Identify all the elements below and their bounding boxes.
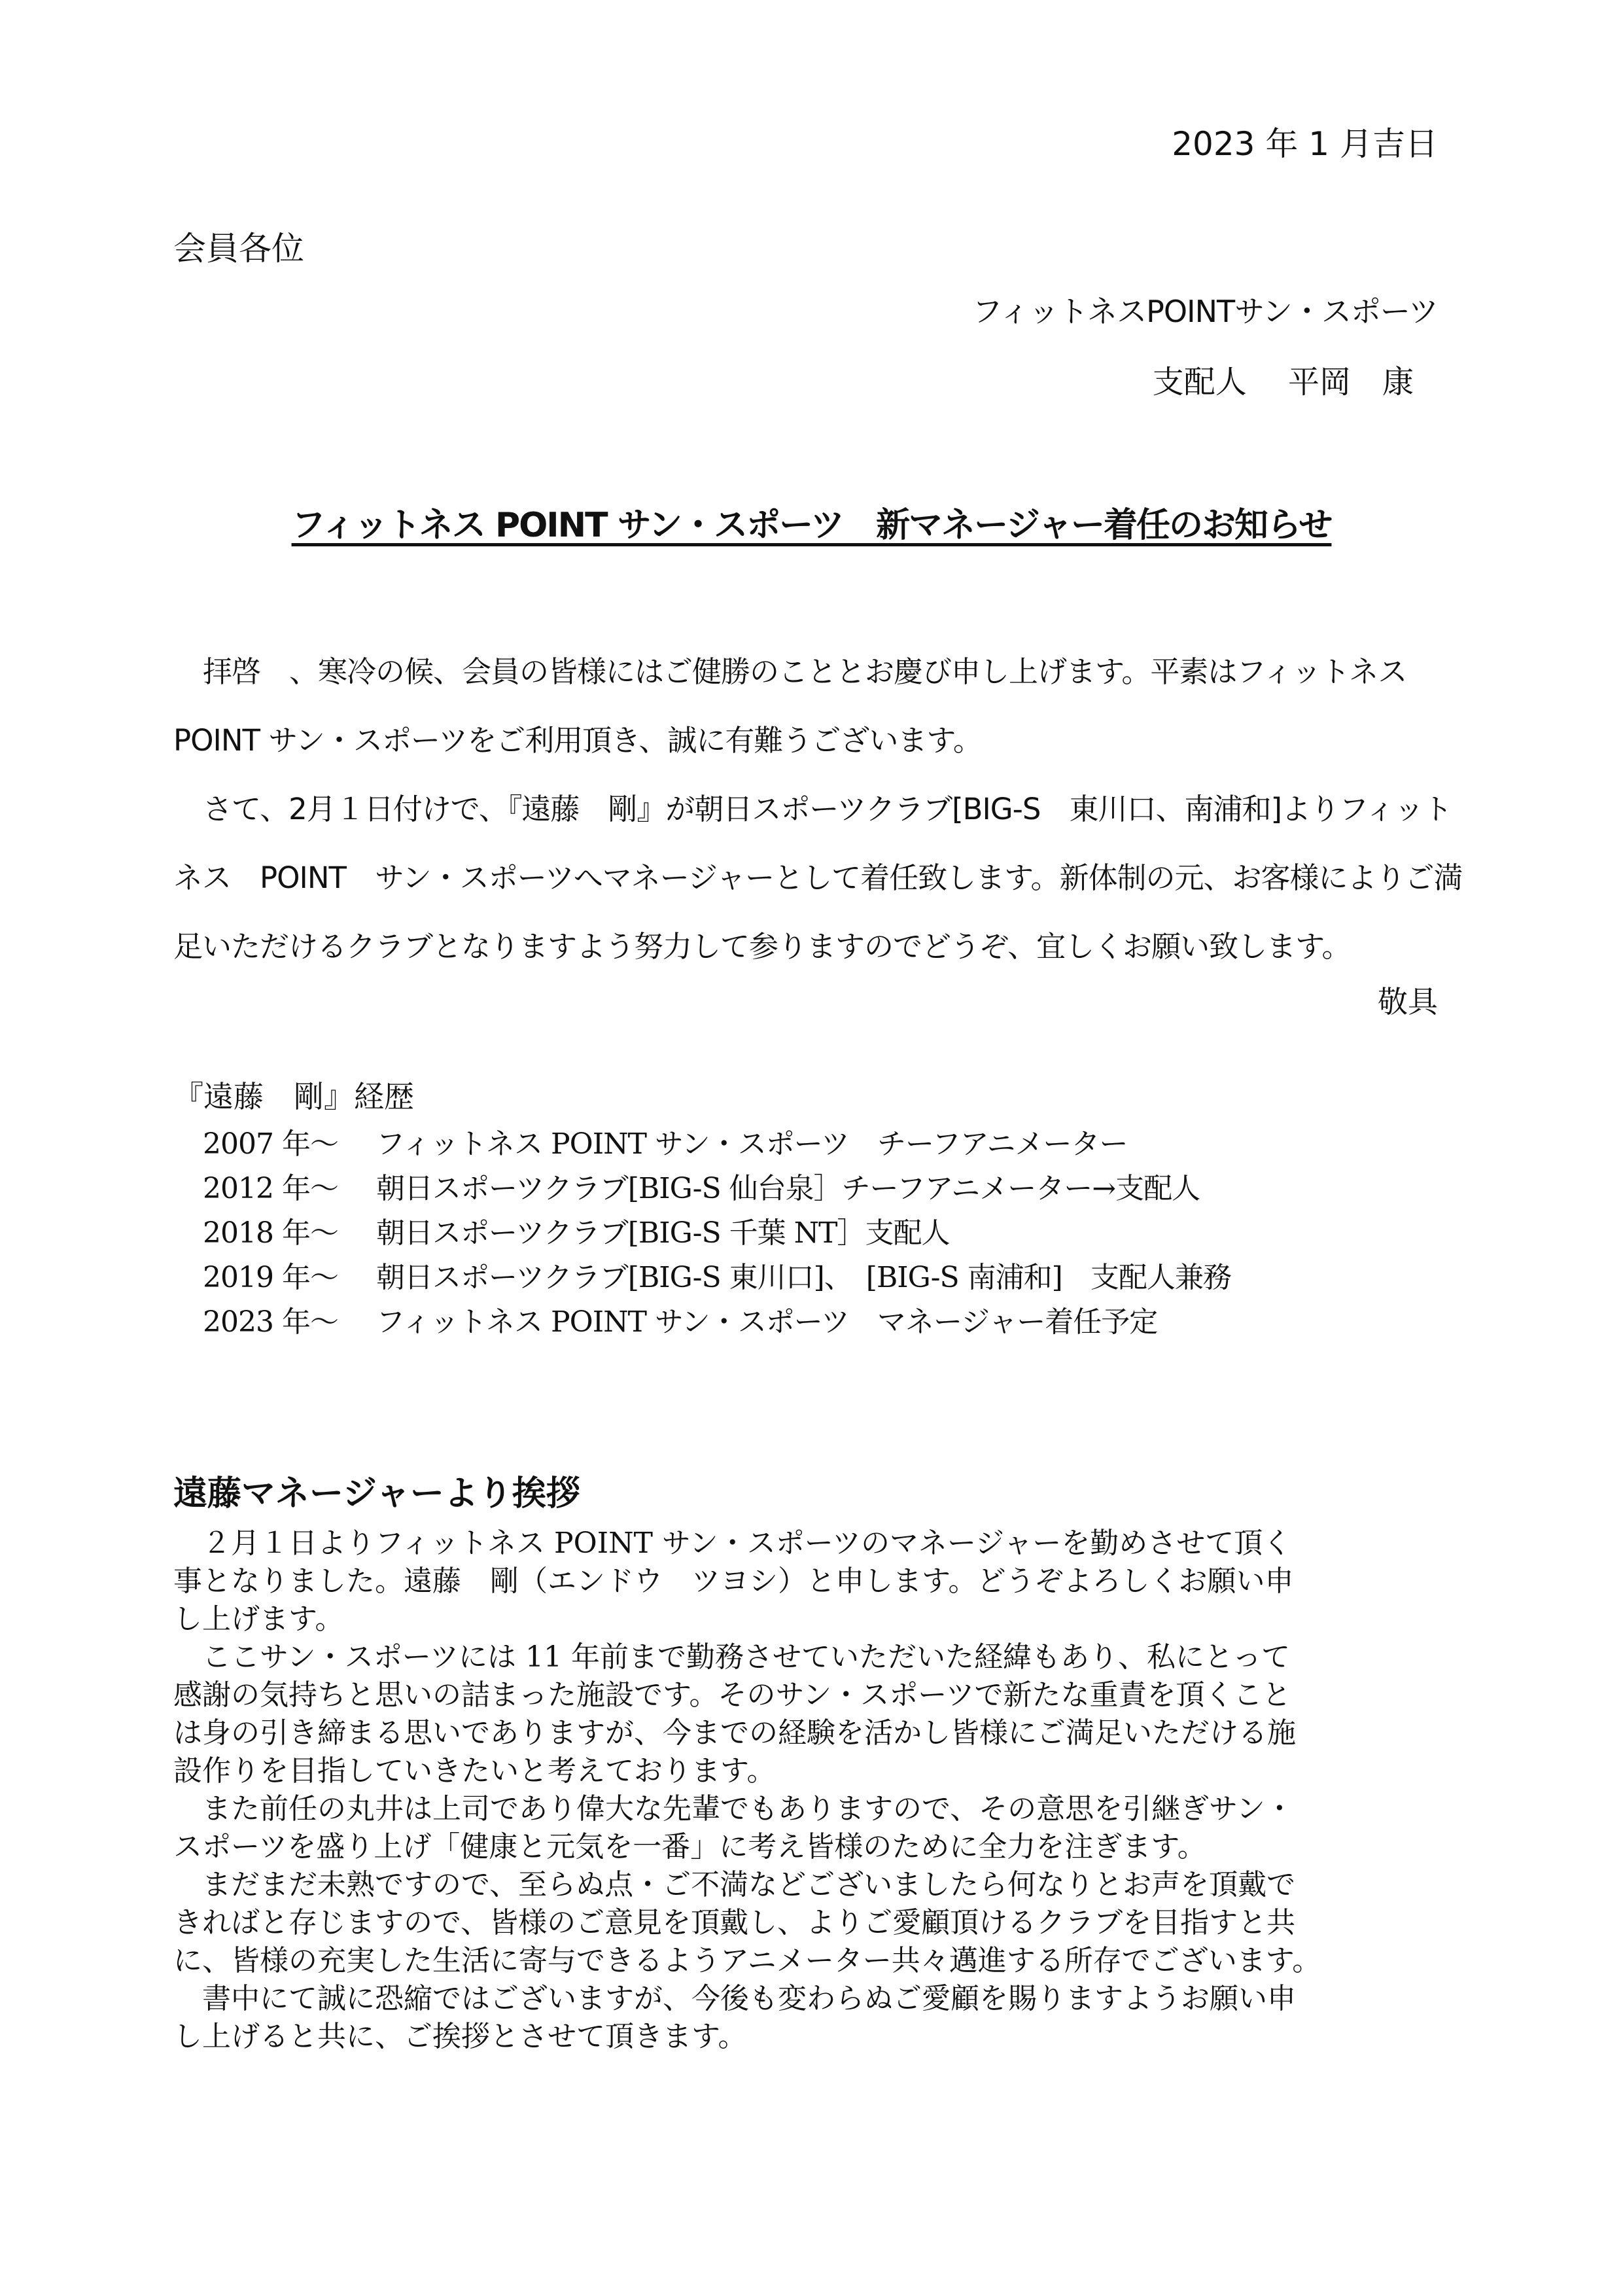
career-text: 朝日スポーツクラブ[BIG-S 仙台泉］チーフアニメーター→支配人 <box>376 1172 1200 1205</box>
body-line: POINT サン・スポーツをご利用頂き、誠に有難うございます。 <box>173 723 982 758</box>
career-item <box>203 1208 1231 1252</box>
greeting-body <box>173 1525 1449 2056</box>
greeting-line: し上げます。 <box>173 1602 344 1636</box>
greeting-line: スポーツを盛り上げ「健康と元気を一番」に考え皆様のために全力を注ぎます。 <box>173 1830 1206 1863</box>
greeting-line: また前任の丸井は上司であり偉大な先輩でもありますので、その意思を引継ぎサン・ <box>202 1792 1294 1826</box>
body-line: 拝啓 、寒冷の候、会員の皆様にはご健勝のこととお慶び申し上げます。平素はフィットネス <box>203 654 1407 689</box>
career-item <box>203 1119 1231 1163</box>
career-list <box>203 1119 1231 1341</box>
greeting-line: 感謝の気持ちと思いの詰まった施設です。そのサン・スポーツで新たな重責を頂くこと <box>173 1678 1291 1712</box>
letter-date: 2023 年 1 月吉日 <box>1172 125 1438 163</box>
greeting-line: まだまだ未熟ですので、至らぬ点・ご不満などございましたら何なりとお声を頂戴で <box>202 1868 1296 1901</box>
greeting-heading: 遠藤マネージャーより挨拶 <box>173 1474 580 1513</box>
career-text: フィットネス POINT サン・スポーツ マネージャー着任予定 <box>376 1305 1158 1339</box>
career-item <box>203 1252 1231 1297</box>
sender-organization: フィットネスPOINTサン・スポーツ <box>972 294 1438 329</box>
greeting-line: は身の引き締まる思いでありますが、今までの経験を活かし皆様にご満足いただける施 <box>173 1716 1296 1750</box>
career-year: 2012 年～ <box>203 1172 338 1205</box>
greeting-line: きればと存じますので、皆様のご意見を頂戴し、よりご愛顧頂けるクラブを目指すと共 <box>173 1906 1296 1939</box>
body-line: 足いただけるクラブとなりますよう努力して参りますのでどうぞ、宜しくお願い致します。 <box>173 929 1351 964</box>
career-year: 2018 年～ <box>203 1216 338 1250</box>
career-heading: 『遠藤 剛』経歴 <box>173 1079 414 1114</box>
career-year: 2023 年～ <box>203 1305 338 1339</box>
career-item <box>203 1163 1231 1208</box>
greeting-line: 設作りを目指していきたいと考えております。 <box>173 1754 776 1788</box>
career-text: フィットネス POINT サン・スポーツ チーフアニメーター <box>376 1127 1128 1161</box>
career-text: 朝日スポーツクラブ[BIG-S 千葉 NT］支配人 <box>376 1216 950 1250</box>
greeting-line: 事となりました。遠藤 剛（エンドウ ツヨシ）と申します。どうぞよろしくお願い申 <box>173 1564 1294 1598</box>
career-year: 2019 年～ <box>203 1261 338 1294</box>
career-year: 2007 年～ <box>203 1127 338 1161</box>
greeting-line: し上げると共に、ご挨拶とさせて頂きます。 <box>173 2020 747 2053</box>
greeting-line: 書中にて誠に恐縮ではございますが、今後も変わらぬご愛顧を賜りますようお願い申 <box>202 1982 1296 2015</box>
greeting-line: ここサン・スポーツには 11 年前まで勤務させていただいた経緯もあり、私にとって <box>202 1640 1291 1674</box>
career-item <box>203 1297 1231 1341</box>
career-text: 朝日スポーツクラブ[BIG-S 東川口]、 [BIG-S 南浦和] 支配人兼務 <box>376 1261 1231 1294</box>
closing-remark: 敬具 <box>1378 984 1438 1019</box>
addressee: 会員各位 <box>173 230 304 268</box>
letter-title: フィットネス POINT サン・スポーツ 新マネージャー着任のお知らせ <box>291 506 1332 545</box>
body-line: ネス POINT サン・スポーツへマネージャーとして着任致します。新体制の元、お客様によりご満 <box>173 860 1463 895</box>
sender-name: 支配人 平岡 康 <box>1152 364 1414 400</box>
greeting-line: に、皆様の充実した生活に寄与できるようアニメーター共々邁進する所存でございます。 <box>173 1944 1321 1977</box>
greeting-line: ２月１日よりフィットネス POINT サン・スポーツのマネージャーを勤めさせて頂く <box>202 1527 1292 1560</box>
body-line: さて、2月１日付けで、『遠藤 剛』が朝日スポーツクラブ[BIG-S 東川口、南浦和]よりフィット <box>203 792 1452 826</box>
